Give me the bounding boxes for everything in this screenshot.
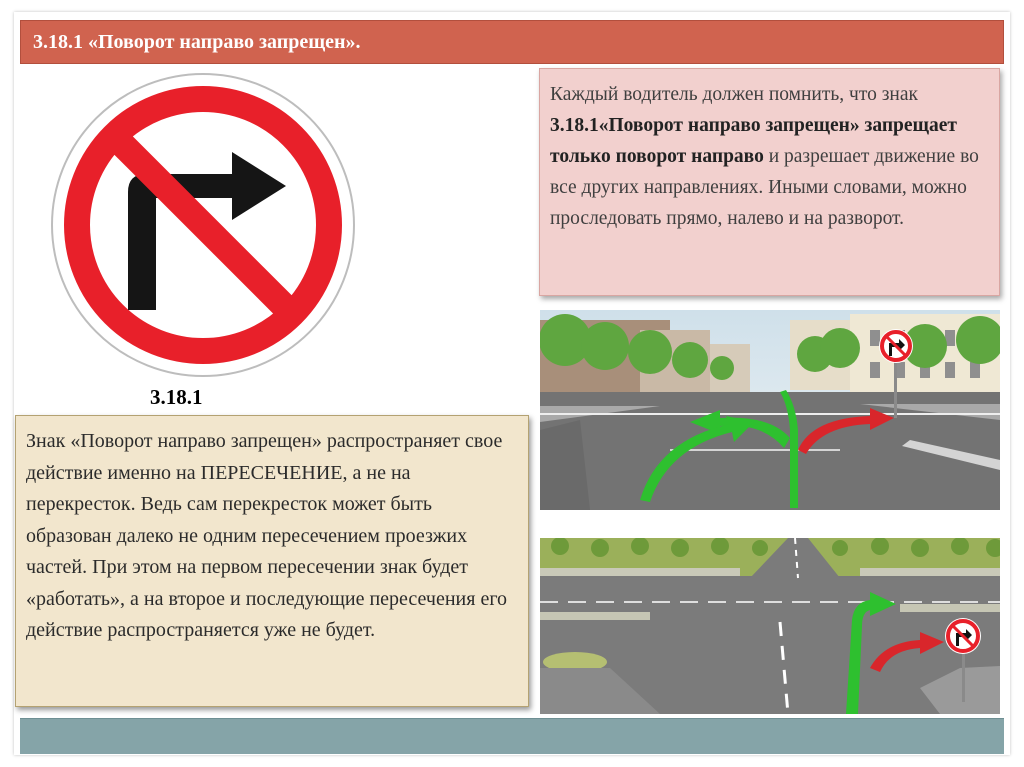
note-text-2: и разрешает движение во все других направлениях. Иными словами, можно проследовать прямо, налево и на разворот.: [550, 146, 979, 229]
no-right-turn-sign-icon: [50, 72, 356, 378]
footer-bar: [20, 718, 1004, 754]
note-box: [539, 68, 1000, 296]
note-bold-text: 3.18.1«Поворот направо запрещен» запрещает только поворот направо: [550, 115, 958, 167]
sign-caption: 3.18.1: [150, 385, 203, 409]
intersection-photo-1: [540, 310, 1000, 510]
title-bar: [20, 20, 1004, 64]
slide-title: 3.18.1 «Поворот направо запрещен».: [33, 31, 361, 53]
small-sign-1: [879, 329, 913, 363]
note-text-1: Каждый водитель должен помнить, что знак: [550, 84, 918, 105]
small-sign-2: [945, 618, 981, 654]
body-text-box: [15, 415, 529, 707]
body-text: Знак «Поворот направо запрещен» распространяет свое действие именно на ПЕРЕСЕЧЕНИЕ, а не на перекресток. Ведь сам перекресток может быть образован далеко не одним пересечением проезжих частей. При этом на первом пересечении знак будет «работать», а на второе и последующие пересечения его действие распространяется уже не будет.: [26, 430, 508, 641]
intersection-photo-2: [540, 538, 1000, 714]
